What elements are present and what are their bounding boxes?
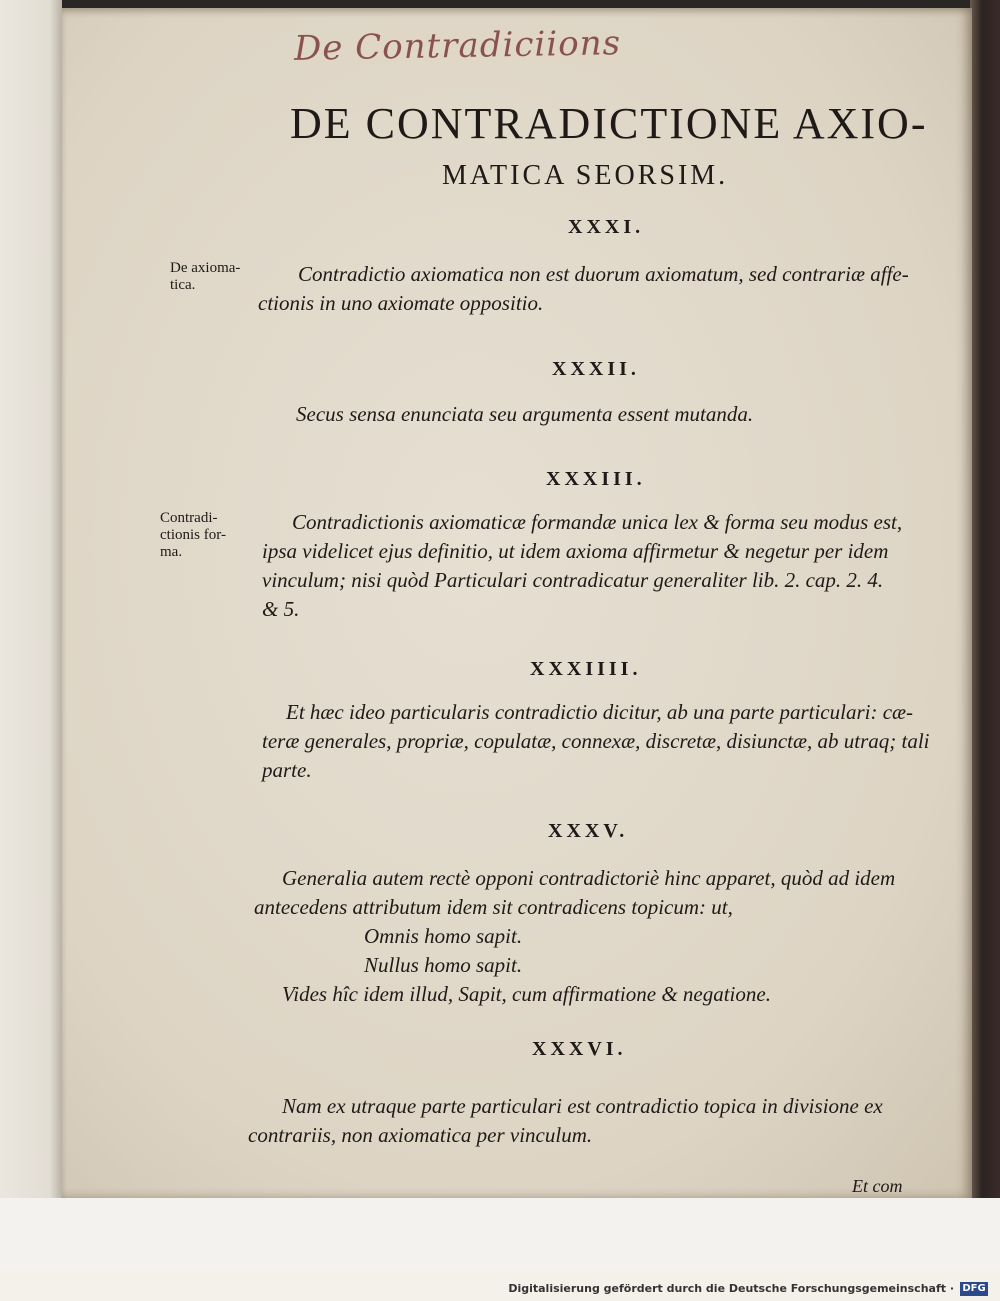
margin-note: Contradi- ctionis for- ma. xyxy=(160,510,226,560)
dfg-logo-icon: DFG xyxy=(960,1282,988,1296)
catchword: Et com xyxy=(852,1176,903,1196)
section-numeral: XXXII. xyxy=(552,358,640,380)
section-numeral: XXXIII. xyxy=(546,468,646,490)
digitization-credit: Digitalisierung gefördert durch die Deutsche Forschungsgemeinschaft · xyxy=(508,1282,954,1295)
section-paragraph: Contradictionis axiomaticæ formandæ unica lex & forma seu modus est, ipsa videlicet ejus definitio, ut idem axioma affirmetur & negetur per idem vinculum; nisi quòd Particulari contradicatur generaliter lib. 2. cap. 2. 4. & 5. xyxy=(262,510,903,621)
page-title-line-2: MATICA SEORSIM. xyxy=(442,160,729,191)
book-spine-edge xyxy=(970,0,1000,1270)
margin-note: De axioma- tica. xyxy=(170,260,241,293)
scan-edge-top xyxy=(0,0,1000,8)
section-numeral: XXXVI. xyxy=(532,1038,627,1060)
page-title-line-1: DE CONTRADICTIONE AXIO- xyxy=(290,99,928,148)
section-numeral: XXXIIII. xyxy=(530,658,642,680)
section-numeral: XXXI. xyxy=(568,216,645,238)
scan-margin-bottom xyxy=(0,1198,1000,1270)
section-paragraph: Nam ex utraque parte particulari est contradictio topica in divisione ex contrariis, non axiomatica per vinculum. xyxy=(248,1094,883,1147)
handwritten-note: De Contradiciions xyxy=(293,23,622,69)
scan-edge-left xyxy=(0,0,62,1270)
book-page xyxy=(62,8,972,1198)
section-paragraph: Secus sensa enunciata seu argumenta essent mutanda. xyxy=(296,402,754,426)
section-paragraph: Generalia autem rectè opponi contradictoriè hinc apparet, quòd ad idem antecedens attributum idem sit contradicens topicum: ut, Omnis homo sapit. Nullus homo sapit. Vides hîc idem illud, Sapit, cum affirmatione & negatione. xyxy=(254,866,896,1006)
section-paragraph: Contradictio axiomatica non est duorum axiomatum, sed contrariæ affe- ctionis in uno axiomate oppositio. xyxy=(258,262,909,315)
section-paragraph: Et hæc ideo particularis contradictio dicitur, ab una parte particulari: cæ- teræ generales, propriæ, copulatæ, connexæ, discretæ, disiunctæ, ab utraq; tali parte. xyxy=(262,700,930,782)
section-numeral: XXXV. xyxy=(548,820,629,842)
